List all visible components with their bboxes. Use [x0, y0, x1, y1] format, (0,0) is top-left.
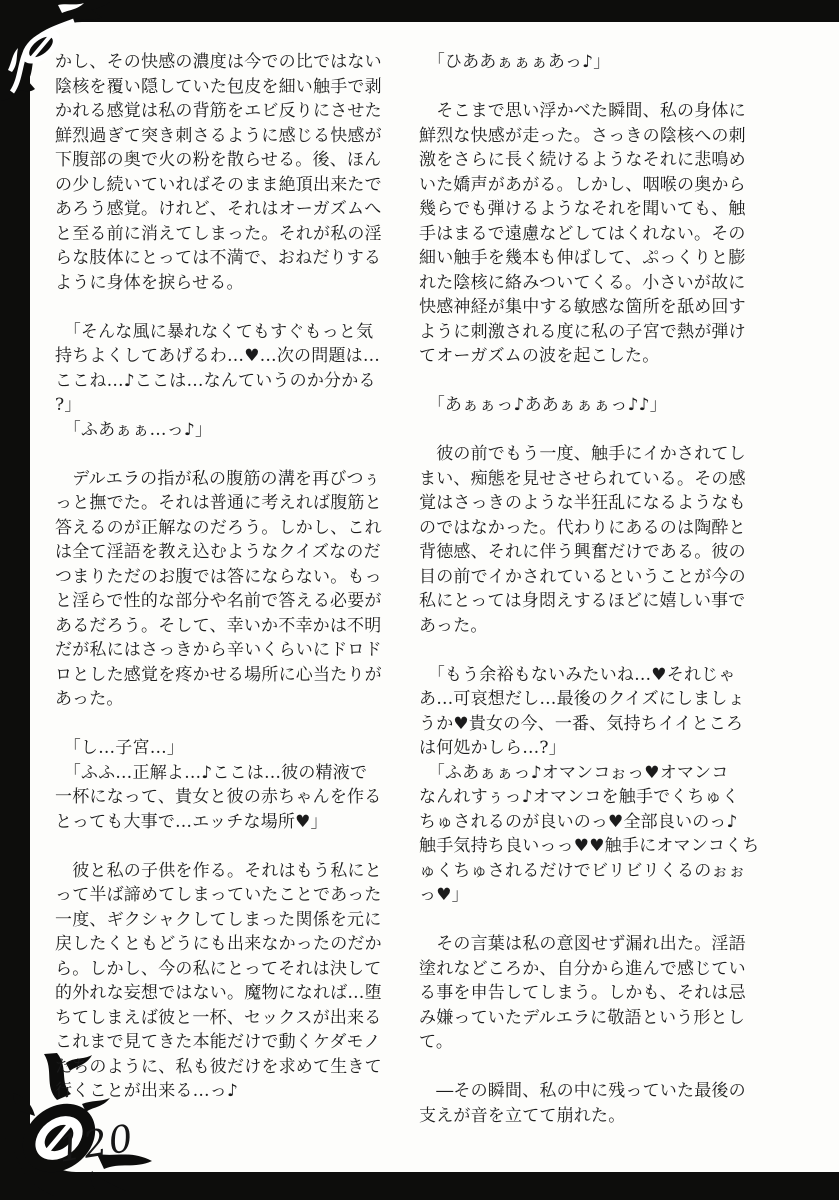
text-line: [419, 369, 761, 394]
text-line: 鮮烈過ぎて突き刺さるように感じる快感が: [55, 125, 382, 146]
text-line: [419, 1055, 761, 1080]
text-line: 塗れなどころか、自分から進んで感じてい: [419, 958, 746, 979]
text-line: あった。: [419, 615, 488, 636]
text-line: 下腹部の奥で火の粉を散らせる。後、ほん: [55, 150, 382, 170]
text-line: と淫らで性的な部分や名前で答える必要が: [55, 591, 382, 611]
text-line: 「ふあぁぁっ♪オマンコぉっ♥オマンコ: [419, 762, 729, 783]
text-line: 「ふふ…正解よ…♪ここは…彼の精液で: [55, 762, 368, 783]
text-line: かれる感覚は私の背筋をエビ反りにさせた: [55, 101, 382, 121]
text-line: 彼の前でもう一度、触手にイかされてし: [419, 444, 746, 464]
text-line: て。: [419, 1032, 454, 1052]
text-line: 一度、ギクシャクしてしまった関係を元に: [55, 909, 382, 930]
text-line: [419, 418, 761, 443]
text-line: って半ば諦めてしまっていたことであった: [55, 885, 382, 905]
text-line: 触手気持ち良いっっ♥♥触手にオマンコくち: [419, 836, 760, 856]
text-column-left: [55, 50, 393, 1104]
text-line: [55, 712, 393, 737]
text-line: その言葉は私の意図せず漏れ出た。淫語: [419, 934, 746, 954]
text-line: は全て淫語を教え込むようなクイズなのだ: [55, 542, 381, 562]
text-line: これまで見てきた本能だけで動くケダモノ: [55, 1032, 381, 1052]
text-line: 「あぁぁっ♪ああぁぁぁっ♪♪」: [419, 395, 667, 415]
text-line: 彼と私の子供を作る。それはもう私にと: [55, 860, 382, 881]
text-line: と至る前に消えてしまった。それが私の淫: [55, 223, 382, 244]
text-line: ように身体を捩らせる。: [55, 272, 244, 293]
text-line: 鮮烈な快感が走った。さっきの陰核への刺: [419, 125, 746, 146]
text-line: デルエラの指が私の腹筋の溝を再びつぅ: [55, 468, 381, 489]
text-line: っ♥」: [419, 885, 469, 905]
text-line: 激をさらに長く続けるようなそれに悲鳴め: [419, 150, 746, 170]
text-line: 支えが音を立てて崩れた。: [419, 1105, 626, 1126]
text-line: 幾らでも弾けるようなそれを聞いても、触: [419, 199, 746, 219]
text-line: [419, 75, 761, 100]
text-line: とっても大事で…エッチな場所♥」: [55, 811, 328, 832]
text-line: うか♥貴女の今、一番、気持ちイイところ: [419, 713, 744, 734]
text-line: ように刺激される度に私の子宮で熱が弾け: [419, 321, 746, 342]
text-line: あ…可哀想だし…最後のクイズにしましょ: [419, 689, 745, 709]
text-line: 覚はさっきのような半狂乱になるようなも: [419, 493, 746, 513]
text-line: あるだろう。そして、幸いか不幸かは不明: [55, 615, 382, 636]
text-line: ロとした感覚を疼かせる場所に心当たりが: [55, 664, 382, 685]
text-line: [419, 638, 761, 663]
text-line: み嫌っていたデルエラに敬語という形とし: [419, 1007, 745, 1028]
text-line: の少し続いていればそのまま絶頂出来たで: [55, 174, 382, 195]
text-line: 「もう余裕もないみたいね…♥それじゃ: [419, 664, 736, 685]
text-line: 「ひああぁぁぁあっ♪」: [419, 52, 611, 72]
text-line: らな肢体にとっては不満で、おねだりする: [55, 248, 382, 268]
text-line: 背徳感、それに伴う興奮だけである。彼の: [419, 542, 746, 562]
text-line: [55, 295, 393, 320]
text-line: 「ふあぁぁ…っ♪」: [55, 419, 213, 440]
text-line: ここね…♪ここは…なんていうのか分かる: [55, 370, 376, 391]
text-line: 的外れな妄想ではない。魔物になれば…堕: [55, 983, 382, 1003]
text-line: ?」: [55, 395, 82, 415]
text-line: ―その瞬間、私の中に残っていた最後の: [419, 1081, 746, 1101]
text-line: 「そんな風に暴れなくてもすぐもっと気: [55, 321, 374, 342]
text-line: 手はまるで遠慮などしてはくれない。その: [419, 223, 746, 244]
text-line: ゅくちゅされるだけでビリビリくるのぉぉ: [419, 860, 746, 881]
text-line: あった。: [55, 689, 124, 709]
text-line: いた嬌声があがる。しかし、咽喉の奥から: [419, 174, 746, 195]
page-number: 120: [55, 1116, 138, 1171]
text-line: のではなかった。代わりにあるのは陶酔と: [419, 517, 746, 538]
text-line: 快感神経が集中する敏感な箇所を舐め回す: [419, 297, 746, 317]
text-line: たちのように、私も彼だけを求めて生きて: [55, 1056, 382, 1077]
text-line: 行くことが出来る…っ♪: [55, 1081, 239, 1101]
text-line: 私にとっては身悶えするほどに嬉しい事で: [419, 591, 746, 611]
text-line: だが私にはさっきから辛いくらいにドロド: [55, 640, 382, 660]
text-line: つまりただのお腹では答にならない。もっ: [55, 566, 382, 587]
text-line: あろう感覚。けれど、それはオーガズムへ: [55, 199, 382, 219]
text-line: なんれすぅっ♪オマンコを触手でくちゅく: [419, 787, 740, 807]
text-line: 答えるのが正解なのだろう。しかし、これ: [55, 517, 382, 538]
text-line: ちてしまえば彼と一杯、セックスが出来る: [55, 1007, 382, 1028]
text-line: 戻したくともどうにも出来なかったのだか: [55, 934, 382, 954]
text-line: ら。しかし、今の私にとってそれは決して: [55, 958, 382, 979]
text-line: [55, 442, 393, 467]
text-line: まい、痴態を見せさせられている。その感: [419, 468, 746, 489]
text-line: 目の前でイかされているということが今の: [419, 566, 746, 587]
text-line: 細い触手を幾本も伸ばして、ぷっくりと膨: [419, 248, 746, 268]
text-line: ちゅされるのが良いのっ♥全部良いのっ♪: [419, 811, 738, 832]
text-line: 陰核を覆い隠していた包皮を細い触手で剥: [55, 76, 382, 97]
text-line: [419, 908, 761, 933]
text-line: 一杯になって、貴女と彼の赤ちゃんを作る: [55, 787, 382, 807]
text-line: れた陰核に絡みついてくる。小さいが故に: [419, 272, 746, 293]
text-line: そこまで思い浮かべた瞬間、私の身体に: [419, 101, 746, 121]
text-line: 持ちよくしてあげるわ…♥…次の問題は…: [55, 346, 381, 366]
text-column-right: [419, 50, 761, 1128]
text-line: る事を申告してしまう。しかも、それは忌: [419, 983, 746, 1003]
text-line: かし、その快感の濃度は今での比ではない: [55, 52, 382, 72]
text-line: 「し…子宮…」: [55, 738, 185, 758]
text-line: [55, 834, 393, 859]
text-line: てオーガズムの波を起こした。: [419, 346, 660, 366]
text-line: は何処かしら…?」: [419, 738, 566, 758]
text-line: っと撫でた。それは普通に考えれば腹筋と: [55, 493, 382, 513]
